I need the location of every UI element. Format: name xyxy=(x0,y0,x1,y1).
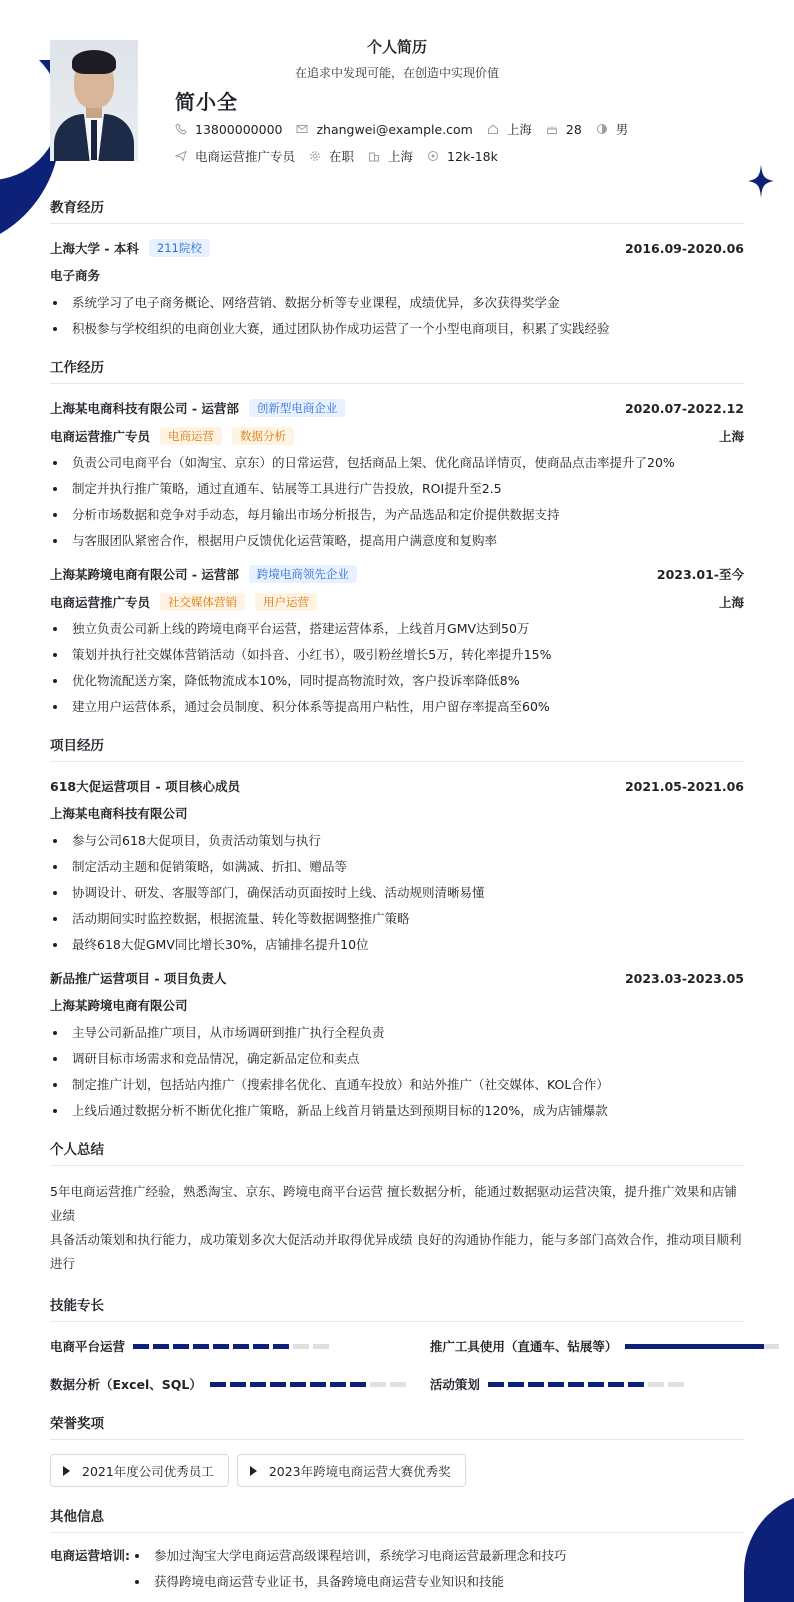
work-city: 上海 xyxy=(718,595,744,610)
skill-dot xyxy=(668,1382,684,1387)
section-title: 工作经历 xyxy=(50,356,744,384)
skill-name: 推广工具使用（直通车、钻展等） xyxy=(429,1339,618,1354)
skill-dot xyxy=(648,1382,664,1387)
status-info: 在职 xyxy=(309,147,354,165)
work-entry xyxy=(50,564,744,716)
mail-icon xyxy=(296,123,308,135)
summary-text: 5年电商运营推广经验，熟悉淘宝、京东、跨境电商平台运营 擅长数据分析，能通过数据驱动运营决策，提升推广效果和店铺业绩 xyxy=(50,1184,737,1223)
summary-text: 具备活动策划和执行能力，成功策划多次大促活动并取得优异成绩 良好的沟通协作能力，能与多部门高效合作，推动项目顺利进行 xyxy=(50,1232,742,1271)
contact-row xyxy=(175,120,642,138)
skill-dot xyxy=(133,1344,149,1349)
honors-section xyxy=(50,1412,744,1487)
city-info: 上海 xyxy=(368,147,413,165)
list-item: 优化物流配送方案，降低物流成本10%，同时提高物流时效，客户投诉率降低8% xyxy=(50,672,744,690)
salary-info: 12k-18k xyxy=(427,149,498,164)
skill-dot xyxy=(310,1382,326,1387)
gender-info: 男 xyxy=(596,120,629,138)
skill-level-dots xyxy=(210,1382,410,1387)
list-item: 策划并执行社交媒体营销活动（如抖音、小红书），吸引粉丝增长5万，转化率提升15% xyxy=(50,646,744,664)
list-item: 协调设计、研发、客服等部门，确保活动页面按时上线、活动规则清晰易懂 xyxy=(50,884,744,902)
document-slogan: 在追求中发现可能，在创造中实现价值 xyxy=(294,66,499,80)
skill-dot xyxy=(250,1382,266,1387)
section-title: 技能专长 xyxy=(50,1294,744,1322)
skill-dot xyxy=(528,1382,544,1387)
list-item: 分析市场数据和竞争对手动态，每月输出市场分析报告，为产品选品和定价提供数据支持 xyxy=(50,506,744,524)
cake-icon xyxy=(546,123,558,135)
skill-dot xyxy=(330,1382,346,1387)
skill-dot xyxy=(488,1382,504,1387)
position-info: 电商运营推广专员 xyxy=(175,147,295,165)
list-item: 积极参与学校组织的电商创业大赛，通过团队协作成功运营了一个小型电商项目，积累了实践经验 xyxy=(50,320,744,338)
section-title: 荣誉奖项 xyxy=(50,1412,744,1440)
list-item: 建立用户运营体系，通过会员制度、积分体系等提高用户粘性，用户留存率提高至60% xyxy=(50,698,744,716)
list-item: 与客服团队紧密合作，根据用户反馈优化运营策略，提高用户满意度和复购率 xyxy=(50,532,744,550)
project-name: 618大促运营项目 - 项目核心成员 xyxy=(50,779,240,794)
company-tag: 创新型电商企业 xyxy=(249,399,346,417)
project-entry xyxy=(50,968,744,1120)
list-item: 最终618大促GMV同比增长30%，店铺排名提升10位 xyxy=(50,936,744,954)
phone-info: 13800000000 xyxy=(175,122,282,137)
coin-icon xyxy=(427,150,439,162)
skill-tag: 数据分析 xyxy=(232,427,294,445)
skills-section xyxy=(50,1294,744,1394)
summary-section xyxy=(50,1138,744,1276)
list-item: 调研目标市场需求和竞品情况，确定新品定位和卖点 xyxy=(50,1050,744,1068)
skill-tag: 社交媒体营销 xyxy=(160,593,245,611)
work-entry xyxy=(50,398,744,550)
skill-dot xyxy=(628,1382,644,1387)
list-item: 参与公司618大促项目，负责活动策划与执行 xyxy=(50,832,744,850)
send-icon xyxy=(175,150,187,162)
project-date: 2021.05-2021.06 xyxy=(624,778,744,794)
education-entry xyxy=(50,238,744,338)
skill-item xyxy=(50,1374,410,1394)
work-date: 2020.07-2022.12 xyxy=(624,400,744,416)
section-title: 教育经历 xyxy=(50,196,744,224)
skill-dot xyxy=(293,1344,309,1349)
skill-dot xyxy=(213,1344,229,1349)
resume-header xyxy=(50,0,744,178)
skill-dot xyxy=(210,1382,226,1387)
honor-badge xyxy=(50,1454,229,1487)
training-label: 电商运营培训: xyxy=(50,1548,130,1563)
skill-level-dots xyxy=(488,1382,688,1387)
list-item: 上线后通过数据分析不断优化推广策略，新品上线首月销量达到预期目标的120%，成为店铺爆款 xyxy=(50,1102,744,1120)
education-date: 2016.09-2020.06 xyxy=(624,240,744,256)
skill-item xyxy=(50,1336,410,1356)
skill-dot xyxy=(193,1344,209,1349)
section-title: 其他信息 xyxy=(50,1505,744,1533)
skill-dot xyxy=(608,1382,624,1387)
skill-dot xyxy=(153,1344,169,1349)
skill-dot xyxy=(253,1344,269,1349)
skill-dot xyxy=(230,1382,246,1387)
candidate-name: 简小全 xyxy=(175,90,238,114)
list-item: 制定推广计划，包括站内推广（搜索排名优化、直通车投放）和站外推广（社交媒体、KOL合作） xyxy=(50,1076,744,1094)
phone-icon xyxy=(175,123,187,135)
skill-dot xyxy=(390,1382,406,1387)
project-entry xyxy=(50,776,744,954)
honor-label: 2021年度公司优秀员工 xyxy=(82,1463,214,1479)
honor-badge xyxy=(237,1454,466,1487)
skill-item xyxy=(430,1374,780,1394)
school-tag: 211院校 xyxy=(149,239,210,257)
skill-level-fill xyxy=(625,1344,764,1349)
skill-tag: 电商运营 xyxy=(160,427,222,445)
email-info: zhangwei@example.com xyxy=(296,122,472,137)
skill-dot xyxy=(290,1382,306,1387)
list-item: 参加过淘宝大学电商运营高级课程培训，系统学习电商运营最新理念和技巧 xyxy=(132,1547,744,1565)
list-item: 活动期间实时监控数据，根据流量、转化等数据调整推广策略 xyxy=(50,910,744,928)
gender-icon xyxy=(596,123,608,135)
skill-level-dots xyxy=(133,1344,333,1349)
skill-dot xyxy=(568,1382,584,1387)
play-triangle-icon xyxy=(63,1466,70,1476)
other-section xyxy=(50,1505,744,1599)
section-title: 项目经历 xyxy=(50,734,744,762)
list-item: 系统学习了电子商务概论、网络营销、数据分析等专业课程，成绩优异，多次获得奖学金 xyxy=(50,294,744,312)
major: 电子商务 xyxy=(50,268,101,283)
job-role: 电商运营推广专员 xyxy=(50,595,151,610)
skill-dot xyxy=(273,1344,289,1349)
job-role: 电商运营推广专员 xyxy=(50,429,151,444)
list-item: 制定并执行推广策略，通过直通车、钻展等工具进行广告投放，ROI提升至2.5 xyxy=(50,480,744,498)
document-title: 个人简历 xyxy=(366,38,427,56)
skill-item xyxy=(430,1336,780,1356)
skill-dot xyxy=(173,1344,189,1349)
list-item: 获得跨境电商运营专业证书，具备跨境电商运营专业知识和技能 xyxy=(132,1573,744,1591)
skill-tag: 用户运营 xyxy=(255,593,317,611)
education-section xyxy=(50,196,744,338)
skill-dot xyxy=(548,1382,564,1387)
building-icon xyxy=(368,150,380,162)
section-title: 个人总结 xyxy=(50,1138,744,1166)
project-date: 2023.03-2023.05 xyxy=(624,970,744,986)
honor-label: 2023年跨境电商运营大赛优秀奖 xyxy=(268,1463,451,1479)
work-city: 上海 xyxy=(718,429,744,444)
profile-photo xyxy=(50,40,138,161)
skill-level-bar xyxy=(625,1344,779,1349)
skill-dot xyxy=(370,1382,386,1387)
list-item: 制定活动主题和促销策略，如满减、折扣、赠品等 xyxy=(50,858,744,876)
project-company: 上海某电商科技有限公司 xyxy=(50,806,188,821)
company-tag: 跨境电商领先企业 xyxy=(249,565,357,583)
skill-name: 数据分析（Excel、SQL） xyxy=(50,1377,202,1392)
skill-dot xyxy=(588,1382,604,1387)
home-icon xyxy=(487,123,499,135)
skill-name: 活动策划 xyxy=(429,1377,480,1392)
work-section xyxy=(50,356,744,716)
list-item: 独立负责公司新上线的跨境电商平台运营，搭建运营体系，上线首月GMV达到50万 xyxy=(50,620,744,638)
job-intent-row xyxy=(175,147,512,165)
project-name: 新品推广运营项目 - 项目负责人 xyxy=(50,971,227,986)
school-name: 上海大学 - 本科 xyxy=(50,241,139,256)
company-name: 上海某跨境电商有限公司 - 运营部 xyxy=(50,567,239,582)
list-item: 负责公司电商平台（如淘宝、京东）的日常运营，包括商品上架、优化商品详情页，使商品点击率提升了20% xyxy=(50,454,744,472)
skill-dot xyxy=(233,1344,249,1349)
skill-dot xyxy=(508,1382,524,1387)
skill-name: 电商平台运营 xyxy=(50,1339,126,1354)
location-info: 上海 xyxy=(487,120,532,138)
project-company: 上海某跨境电商有限公司 xyxy=(50,998,188,1013)
skill-dot xyxy=(313,1344,329,1349)
gear-icon xyxy=(309,150,321,162)
age-info: 28 xyxy=(546,122,582,137)
skill-dot xyxy=(350,1382,366,1387)
projects-section xyxy=(50,734,744,1120)
company-name: 上海某电商科技有限公司 - 运营部 xyxy=(50,401,239,416)
work-date: 2023.01-至今 xyxy=(656,567,744,582)
play-triangle-icon xyxy=(250,1466,257,1476)
skill-dot xyxy=(270,1382,286,1387)
list-item: 主导公司新品推广项目，从市场调研到推广执行全程负责 xyxy=(50,1024,744,1042)
